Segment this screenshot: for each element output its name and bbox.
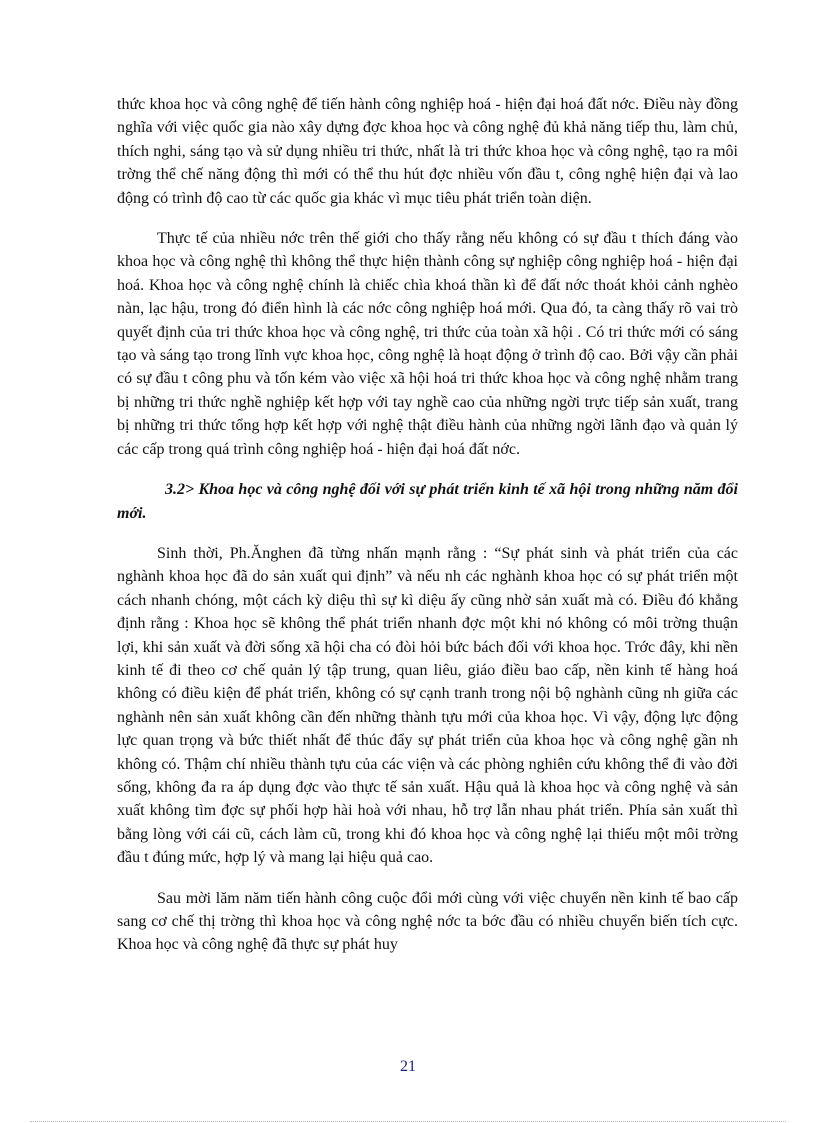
page-bottom-divider [30, 1121, 786, 1122]
document-page [117, 93, 738, 957]
page-number: 21 [400, 1058, 416, 1075]
paragraph-1: thức khoa học và công nghệ để tiến hành công nghiệp hoá - hiện đại hoá đất nớc. Điều này đồng nghĩa với việc quốc gia nào xây dựng đợc khoa học và công nghệ đủ khả năng tiếp thu, làm chủ, thích nghi, sáng tạo và sử dụng nhiều tri thức, nhất là tri thức khoa học và công nghệ, tạo ra môi trờng thể chế năng động thì mới có thể thu hút đợc nhiều vốn đầu t, công nghệ hiện đại và lao động có trình độ cao từ các quốc gia khác vì mục tiêu phát triển toàn diện. [117, 96, 738, 207]
section-heading: 3.2> Khoa học và công nghệ đối với sự phát triển kinh tế xã hội trong những năm đổi mới. [117, 481, 738, 522]
paragraph-3: Sinh thời, Ph.Ănghen đã từng nhấn mạnh rằng : “Sự phát sinh và phát triển của các nghành khoa học đã do sản xuất qui định” và nếu nh các nghành khoa học có sự phát triển một cách nhanh chóng, một cách kỳ diệu thì sự kì diệu ấy cũng nhờ sản xuất mà có. Điều đó khẳng định rằng : Khoa học sẽ không thể phát triển nhanh đợc một khi nó không có môi trờng thuận lợi, khi sản xuất và đời sống xã hội cha có đòi hỏi bức bách đối với khoa học. Trớc đây, khi nền kinh tế đi theo cơ chế quản lý tập trung, quan liêu, giáo điều bao cấp, nền kinh tế hàng hoá không có điều kiện để phát triển, không có sự cạnh tranh trong nội bộ nghành cũng nh giữa các nghành nên sản xuất không cần đến những thành tựu mới của khoa học. Vì vậy, động lực động lực quan trọng và bức thiết nhất để thúc đẩy sự phát triển của khoa học và công nghệ gần nh không có. Thậm chí nhiều thành tựu của các viện và các phòng nghiên cứu không thể đi vào đời sống, không đa ra áp dụng đợc vào thực tế sản xuất. Hậu quả là khoa học và công nghệ và sản xuất không tìm đợc sự phối hợp hài hoà với nhau, hỗ trợ lẫn nhau phát triển. Phía sản xuất thì bằng lòng với cái cũ, cách làm cũ, trong khi đó khoa học và công nghệ lại thiếu một môi trờng đầu t đúng mức, hợp lý và mang lại hiệu quả cao. [117, 544, 738, 867]
paragraph-2: Thực tế của nhiều nớc trên thế giới cho thấy rằng nếu không có sự đầu t thích đáng vào khoa học và công nghệ thì không thể thực hiện thành công sự nghiệp công nghiệp hoá - hiện đại hoá. Khoa học và công nghệ chính là chiếc chìa khoá thần kì để đất nớc thoát khỏi cảnh nghèo nàn, lạc hậu, trong đó điển hình là các nớc công nghiệp hoá mới. Qua đó, ta càng thấy rõ vai trò quyết định của tri thức khoa học và công nghệ, tri thức của toàn xã hội . Có tri thức mới có sáng tạo và sáng tạo trong lĩnh vực khoa học, công nghệ là hoạt động ở trình độ cao. Bởi vậy cần phải có sự đầu t công phu và tốn kém vào việc xã hội hoá tri thức khoa học và công nghệ nhằm trang bị những tri thức nghề nghiệp kết hợp với tay nghề cao của những ngời trực tiếp sản xuất, trang bị những tri thức tổng hợp kết hợp với nghệ thật điều hành của những ngời lãnh đạo và quản lý các cấp trong quá trình công nghiệp hoá - hiện đại hoá đất nớc. [117, 230, 738, 458]
paragraph-4: Sau mời lăm năm tiến hành công cuộc đổi mới cùng với việc chuyển nền kinh tế bao cấp sang cơ chế thị trờng thì khoa học và công nghệ nớc ta bớc đầu có nhiều chuyển biến tích cực. Khoa học và công nghệ đã thực sự phát huy [117, 889, 738, 954]
